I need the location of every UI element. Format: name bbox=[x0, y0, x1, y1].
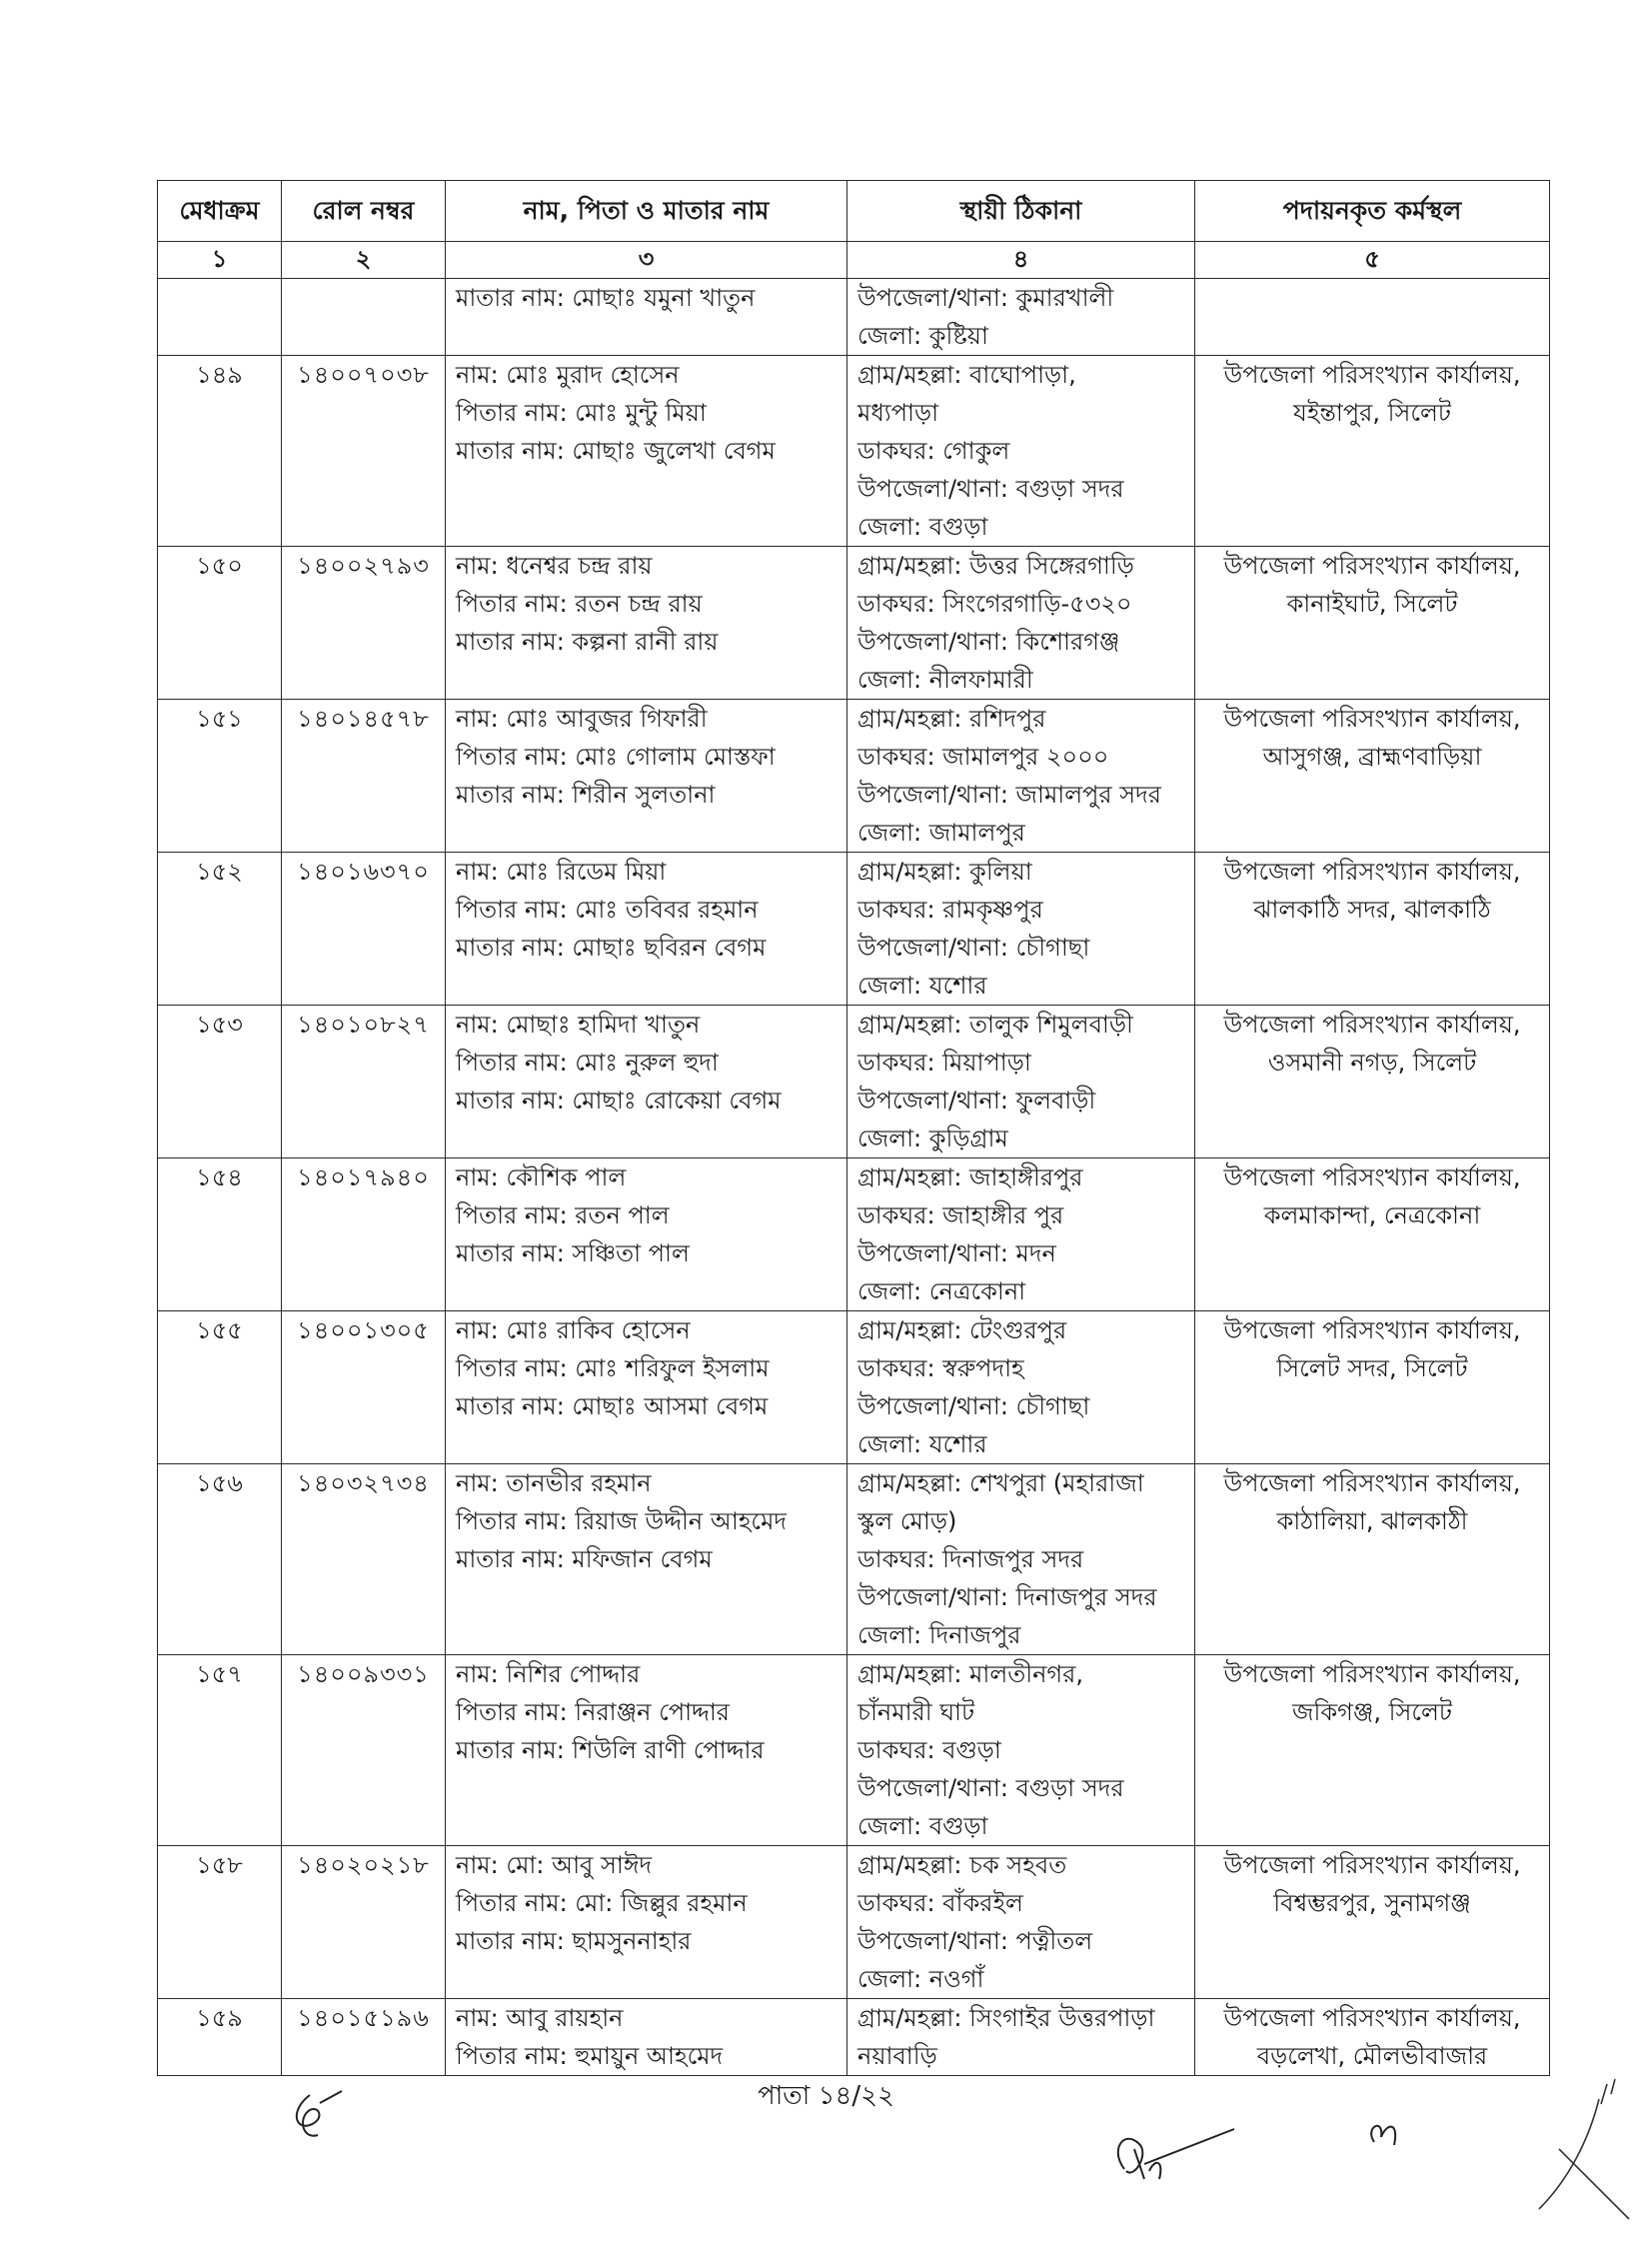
address-cell-line: জেলা: নওগাঁ bbox=[857, 1965, 984, 1993]
names-cell-line: পিতার নাম: মোঃ মুন্টু মিয়া bbox=[456, 399, 707, 427]
signature-initial-right bbox=[1359, 2107, 1409, 2157]
names-cell bbox=[446, 547, 847, 700]
address-cell-line: জেলা: নীলফামারী bbox=[857, 666, 1033, 694]
posting-cell-line: জকিগঞ্জ, সিলেট bbox=[1292, 1698, 1452, 1726]
names-cell-line: পিতার নাম: রিয়াজ উদ্দীন আহমেদ bbox=[456, 1507, 788, 1535]
names-cell-line: মাতার নাম: শিরীন সুলতানা bbox=[456, 781, 716, 809]
address-cell-line: ডাকঘর: দিনাজপুর সদর bbox=[857, 1545, 1084, 1573]
names-cell-line: পিতার নাম: রতন চন্দ্র রায় bbox=[456, 590, 703, 618]
column-number: ১ bbox=[158, 242, 282, 279]
signature-center bbox=[1104, 2109, 1244, 2199]
posting-cell-line: আসুগঞ্জ, ব্রাহ্মণবাড়িয়া bbox=[1262, 743, 1482, 771]
names-cell-line: মাতার নাম: ছামসুননাহার bbox=[456, 1927, 692, 1955]
column-number-row bbox=[158, 242, 1550, 279]
header-posting: পদায়নকৃত কর্মস্থল bbox=[1195, 181, 1550, 242]
merit-cell: ১৫৪ bbox=[158, 1158, 282, 1311]
address-cell-line: উপজেলা/থানা: পত্নীতল bbox=[857, 1927, 1093, 1955]
posting-cell-line: যইন্তাপুর, সিলেট bbox=[1293, 399, 1451, 427]
address-cell-line: জেলা: জামালপুর bbox=[857, 819, 1025, 847]
names-cell-line: মাতার নাম: মফিজান বেগম bbox=[456, 1545, 713, 1573]
names-cell-line: পিতার নাম: মোঃ শরিফুল ইসলাম bbox=[456, 1354, 770, 1382]
address-cell-line: গ্রাম/মহল্লা: টেংগুরপুর bbox=[857, 1316, 1067, 1344]
address-cell-line: গ্রাম/মহল্লা: শেখপুরা (মহারাজা bbox=[857, 1469, 1144, 1497]
column-number: ২ bbox=[282, 242, 446, 279]
address-cell bbox=[847, 1999, 1195, 2076]
address-cell-line: ডাকঘর: জাহাঙ্গীর পুর bbox=[857, 1201, 1064, 1229]
address-cell-line: ডাকঘর: গোকুল bbox=[857, 437, 1010, 465]
merit-cell: ১৫৫ bbox=[158, 1311, 282, 1464]
header-merit: মেধাক্রম bbox=[158, 181, 282, 242]
posting-cell-line: উপজেলা পরিসংখ্যান কার্যালয়, bbox=[1223, 1469, 1521, 1497]
roll-cell: ১৪০১৭৯৪০ bbox=[282, 1158, 446, 1311]
table-row bbox=[158, 1655, 1550, 1846]
names-cell bbox=[446, 356, 847, 547]
address-cell-line: ডাকঘর: মিয়াপাড়া bbox=[857, 1049, 1031, 1077]
address-cell-line: উপজেলা/থানা: ফুলবাড়ী bbox=[857, 1087, 1096, 1115]
posting-cell bbox=[1195, 1158, 1550, 1311]
roll-cell: ১৪০০৯৩৩১ bbox=[282, 1655, 446, 1846]
names-cell-line: পিতার নাম: হুমায়ুন আহমেদ bbox=[456, 2042, 724, 2070]
address-cell-line: নয়াবাড়ি bbox=[857, 2042, 937, 2070]
names-cell-line: পিতার নাম: নিরাঞ্জন পোদ্দার bbox=[456, 1698, 731, 1726]
names-cell-line: নাম: মোঃ আবুজর গিফারী bbox=[456, 705, 708, 733]
roll-cell: ১৪০০৭০৩৮ bbox=[282, 356, 446, 547]
posting-cell-line: উপজেলা পরিসংখ্যান কার্যালয়, bbox=[1223, 1851, 1521, 1879]
roll-cell: ১৪০২০২১৮ bbox=[282, 1846, 446, 1999]
address-cell-line: গ্রাম/মহল্লা: উত্তর সিঙ্গেরগাড়ি bbox=[857, 552, 1134, 580]
names-cell-line: নাম: কৌশিক পাল bbox=[456, 1163, 627, 1191]
roll-cell: ১৪০০২৭৯৩ bbox=[282, 547, 446, 700]
table-row bbox=[158, 1464, 1550, 1655]
posting-cell-line: ওসমানী নগড়, সিলেট bbox=[1267, 1049, 1477, 1077]
address-cell-line: উপজেলা/থানা: বগুড়া সদর bbox=[857, 1774, 1124, 1802]
names-cell-line: মাতার নাম: শিউলি রাণী পোদ্দার bbox=[456, 1736, 765, 1764]
posting-cell-line: সিলেট সদর, সিলেট bbox=[1276, 1354, 1468, 1382]
address-cell-line: জেলা: যশোর bbox=[857, 1430, 987, 1458]
address-cell-line: স্কুল মোড়) bbox=[857, 1507, 957, 1535]
merit-list-table bbox=[157, 180, 1550, 2076]
merit-cell: ১৫৭ bbox=[158, 1655, 282, 1846]
posting-cell bbox=[1195, 1311, 1550, 1464]
names-cell-line: নাম: আবু রায়হান bbox=[456, 2004, 624, 2032]
address-cell-line: গ্রাম/মহল্লা: রশিদপুর bbox=[857, 705, 1046, 733]
names-cell-line: নাম: মোঃ মুরাদ হোসেন bbox=[456, 361, 680, 389]
address-cell bbox=[847, 547, 1195, 700]
address-cell-line: গ্রাম/মহল্লা: চক সহবত bbox=[857, 1851, 1067, 1879]
posting-cell-line: বিশ্বম্ভরপুর, সুনামগঞ্জ bbox=[1273, 1889, 1471, 1917]
address-cell bbox=[847, 1846, 1195, 1999]
posting-cell bbox=[1195, 1999, 1550, 2076]
table-row bbox=[158, 1158, 1550, 1311]
address-cell-line: ডাকঘর: বাঁকরইল bbox=[857, 1889, 1023, 1917]
merit-cell bbox=[158, 279, 282, 356]
posting-cell-line: উপজেলা পরিসংখ্যান কার্যালয়, bbox=[1223, 1660, 1521, 1688]
address-cell-line: ডাকঘর: স্বরুপদাহ bbox=[857, 1354, 1024, 1382]
merit-cell: ১৪৯ bbox=[158, 356, 282, 547]
table-row bbox=[158, 1006, 1550, 1158]
address-cell-line: ডাকঘর: রামকৃষ্ণপুর bbox=[857, 896, 1043, 924]
names-cell bbox=[446, 853, 847, 1006]
roll-cell: ১৪০৩২৭৩৪ bbox=[282, 1464, 446, 1655]
address-cell bbox=[847, 356, 1195, 547]
roll-cell: ১৪০১০৮২৭ bbox=[282, 1006, 446, 1158]
address-cell-line: জেলা: কুষ্টিয়া bbox=[857, 322, 988, 350]
posting-cell bbox=[1195, 700, 1550, 853]
address-cell-line: জেলা: কুড়িগ্রাম bbox=[857, 1124, 1008, 1152]
merit-cell: ১৫২ bbox=[158, 853, 282, 1006]
address-cell bbox=[847, 700, 1195, 853]
merit-cell: ১৫৬ bbox=[158, 1464, 282, 1655]
posting-cell-line: কানাইঘাট, সিলেট bbox=[1286, 590, 1458, 618]
names-cell-line: পিতার নাম: মোঃ তবিবর রহমান bbox=[456, 896, 759, 924]
posting-cell-line: কাঠালিয়া, ঝালকাঠী bbox=[1276, 1507, 1468, 1535]
address-cell-line: মধ্যপাড়া bbox=[857, 399, 939, 427]
posting-cell-line: উপজেলা পরিসংখ্যান কার্যালয়, bbox=[1223, 552, 1521, 580]
names-cell bbox=[446, 1655, 847, 1846]
names-cell-line: মাতার নাম: সঞ্চিতা পাল bbox=[456, 1239, 690, 1267]
posting-cell bbox=[1195, 547, 1550, 700]
names-cell bbox=[446, 1006, 847, 1158]
table-row bbox=[158, 356, 1550, 547]
posting-cell bbox=[1195, 1655, 1550, 1846]
merit-cell: ১৫০ bbox=[158, 547, 282, 700]
roll-cell: ১৪০১৫১৯৬ bbox=[282, 1999, 446, 2076]
address-cell-line: গ্রাম/মহল্লা: বাঘোপাড়া, bbox=[857, 361, 1076, 389]
header-names: নাম, পিতা ও মাতার নাম bbox=[446, 181, 847, 242]
address-cell-line: ডাকঘর: বগুড়া bbox=[857, 1736, 1001, 1764]
table-row bbox=[158, 547, 1550, 700]
names-cell bbox=[446, 279, 847, 356]
posting-cell-line: উপজেলা পরিসংখ্যান কার্যালয়, bbox=[1223, 858, 1521, 886]
address-cell-line: গ্রাম/মহল্লা: জাহাঙ্গীরপুর bbox=[857, 1163, 1083, 1191]
names-cell-line: পিতার নাম: রতন পাল bbox=[456, 1201, 670, 1229]
names-cell-line: পিতার নাম: মো: জিল্লুর রহমান bbox=[456, 1889, 748, 1917]
address-cell-line: জেলা: বগুড়া bbox=[857, 513, 988, 541]
names-cell-line: মাতার নাম: মোছাঃ যমুনা খাতুন bbox=[456, 284, 756, 312]
roll-cell: ১৪০০১৩০৫ bbox=[282, 1311, 446, 1464]
table-row bbox=[158, 853, 1550, 1006]
merit-cell: ১৫৮ bbox=[158, 1846, 282, 1999]
address-cell-line: চাঁনমারী ঘাট bbox=[857, 1698, 975, 1726]
roll-cell bbox=[282, 279, 446, 356]
posting-cell-line: কলমাকান্দা, নেত্রকোনা bbox=[1263, 1201, 1481, 1229]
names-cell bbox=[446, 700, 847, 853]
address-cell-line: উপজেলা/থানা: চৌগাছা bbox=[857, 1392, 1090, 1420]
address-cell-line: উপজেলা/থানা: চৌগাছা bbox=[857, 934, 1090, 962]
address-cell-line: উপজেলা/থানা: মদন bbox=[857, 1239, 1056, 1267]
posting-cell bbox=[1195, 1006, 1550, 1158]
posting-cell-line: উপজেলা পরিসংখ্যান কার্যালয়, bbox=[1223, 1316, 1521, 1344]
names-cell-line: নাম: নিশির পোদ্দার bbox=[456, 1660, 641, 1688]
header-roll: রোল নম্বর bbox=[282, 181, 446, 242]
names-cell-line: মাতার নাম: মোছাঃ জুলেখা বেগম bbox=[456, 437, 776, 465]
roll-cell: ১৪০১৪৫৭৮ bbox=[282, 700, 446, 853]
address-cell-line: উপজেলা/থানা: জামালপুর সদর bbox=[857, 781, 1161, 809]
posting-cell-line: উপজেলা পরিসংখ্যান কার্যালয়, bbox=[1223, 361, 1521, 389]
table-row bbox=[158, 1311, 1550, 1464]
names-cell bbox=[446, 1464, 847, 1655]
table-body bbox=[158, 279, 1550, 2076]
posting-cell bbox=[1195, 279, 1550, 356]
names-cell-line: নাম: মো: আবু সাঈদ bbox=[456, 1851, 653, 1879]
posting-cell-line: উপজেলা পরিসংখ্যান কার্যালয়, bbox=[1223, 705, 1521, 733]
address-cell bbox=[847, 1311, 1195, 1464]
address-cell-line: জেলা: যশোর bbox=[857, 972, 987, 1000]
header-address: স্থায়ী ঠিকানা bbox=[847, 181, 1195, 242]
names-cell-line: নাম: ধনেশ্বর চন্দ্র রায় bbox=[456, 552, 653, 580]
address-cell bbox=[847, 1006, 1195, 1158]
posting-cell-line: বড়লেখা, মৌলভীবাজার bbox=[1256, 2042, 1488, 2070]
address-cell-line: ডাকঘর: জামালপুর ২০০০ bbox=[857, 743, 1109, 771]
address-cell bbox=[847, 1158, 1195, 1311]
address-cell-line: উপজেলা/থানা: কিশোরগঞ্জ bbox=[857, 628, 1120, 656]
address-cell-line: গ্রাম/মহল্লা: সিংগাইর উত্তরপাড়া bbox=[857, 2004, 1155, 2032]
merit-cell: ১৫১ bbox=[158, 700, 282, 853]
table-row bbox=[158, 1846, 1550, 1999]
address-cell bbox=[847, 1464, 1195, 1655]
names-cell-line: নাম: মোছাঃ হামিদা খাতুন bbox=[456, 1011, 701, 1039]
column-number: ৪ bbox=[847, 242, 1195, 279]
table-row bbox=[158, 279, 1550, 356]
address-cell-line: উপজেলা/থানা: কুমারখালী bbox=[857, 284, 1114, 312]
column-number: ৫ bbox=[1195, 242, 1550, 279]
merit-cell: ১৫৯ bbox=[158, 1999, 282, 2076]
names-cell-line: নাম: তানভীর রহমান bbox=[456, 1469, 652, 1497]
names-cell bbox=[446, 1311, 847, 1464]
names-cell-line: মাতার নাম: মোছাঃ রোকেয়া বেগম bbox=[456, 1087, 782, 1115]
names-cell-line: নাম: মোঃ রাকিব হোসেন bbox=[456, 1316, 691, 1344]
posting-cell bbox=[1195, 853, 1550, 1006]
column-number: ৩ bbox=[446, 242, 847, 279]
names-cell-line: মাতার নাম: মোছাঃ আসমা বেগম bbox=[456, 1392, 769, 1420]
roll-cell: ১৪০১৬৩৭০ bbox=[282, 853, 446, 1006]
address-cell-line: জেলা: বগুড়া bbox=[857, 1812, 988, 1840]
names-cell-line: মাতার নাম: মোছাঃ ছবিরন বেগম bbox=[456, 934, 767, 962]
address-cell-line: গ্রাম/মহল্লা: তালুক শিমুলবাড়ী bbox=[857, 1011, 1133, 1039]
page-number: পাতা ১৪/২২ bbox=[758, 2081, 894, 2111]
names-cell bbox=[446, 1158, 847, 1311]
posting-cell-line: উপজেলা পরিসংখ্যান কার্যালয়, bbox=[1223, 1163, 1521, 1191]
address-cell-line: উপজেলা/থানা: দিনাজপুর সদর bbox=[857, 1583, 1157, 1611]
address-cell bbox=[847, 1655, 1195, 1846]
signature-right bbox=[1529, 2079, 1639, 2229]
names-cell bbox=[446, 1999, 847, 2076]
address-cell-line: উপজেলা/থানা: বগুড়া সদর bbox=[857, 475, 1124, 503]
names-cell-line: নাম: মোঃ রিডেম মিয়া bbox=[456, 858, 667, 886]
posting-cell bbox=[1195, 1464, 1550, 1655]
address-cell-line: গ্রাম/মহল্লা: কুলিয়া bbox=[857, 858, 1032, 886]
posting-cell bbox=[1195, 356, 1550, 547]
merit-cell: ১৫৩ bbox=[158, 1006, 282, 1158]
names-cell-line: পিতার নাম: মোঃ নুরুল হুদা bbox=[456, 1049, 719, 1077]
names-cell-line: মাতার নাম: কল্পনা রানী রায় bbox=[456, 628, 719, 656]
names-cell bbox=[446, 1846, 847, 1999]
address-cell bbox=[847, 853, 1195, 1006]
table-row bbox=[158, 700, 1550, 853]
posting-cell bbox=[1195, 1846, 1550, 1999]
address-cell-line: জেলা: দিনাজপুর bbox=[857, 1621, 1021, 1649]
names-cell-line: পিতার নাম: মোঃ গোলাম মোস্তফা bbox=[456, 743, 776, 771]
address-cell-line: ডাকঘর: সিংগেরগাড়ি-৫৩২০ bbox=[857, 590, 1132, 618]
address-cell-line: জেলা: নেত্রকোনা bbox=[857, 1277, 1026, 1305]
posting-cell-line: উপজেলা পরিসংখ্যান কার্যালয়, bbox=[1223, 1011, 1521, 1039]
address-cell bbox=[847, 279, 1195, 356]
table-row bbox=[158, 1999, 1550, 2076]
posting-cell-line: ঝালকাঠি সদর, ঝালকাঠি bbox=[1253, 896, 1491, 924]
address-cell-line: গ্রাম/মহল্লা: মালতীনগর, bbox=[857, 1660, 1083, 1688]
header-row bbox=[158, 181, 1550, 242]
posting-cell-line: উপজেলা পরিসংখ্যান কার্যালয়, bbox=[1223, 2004, 1521, 2032]
